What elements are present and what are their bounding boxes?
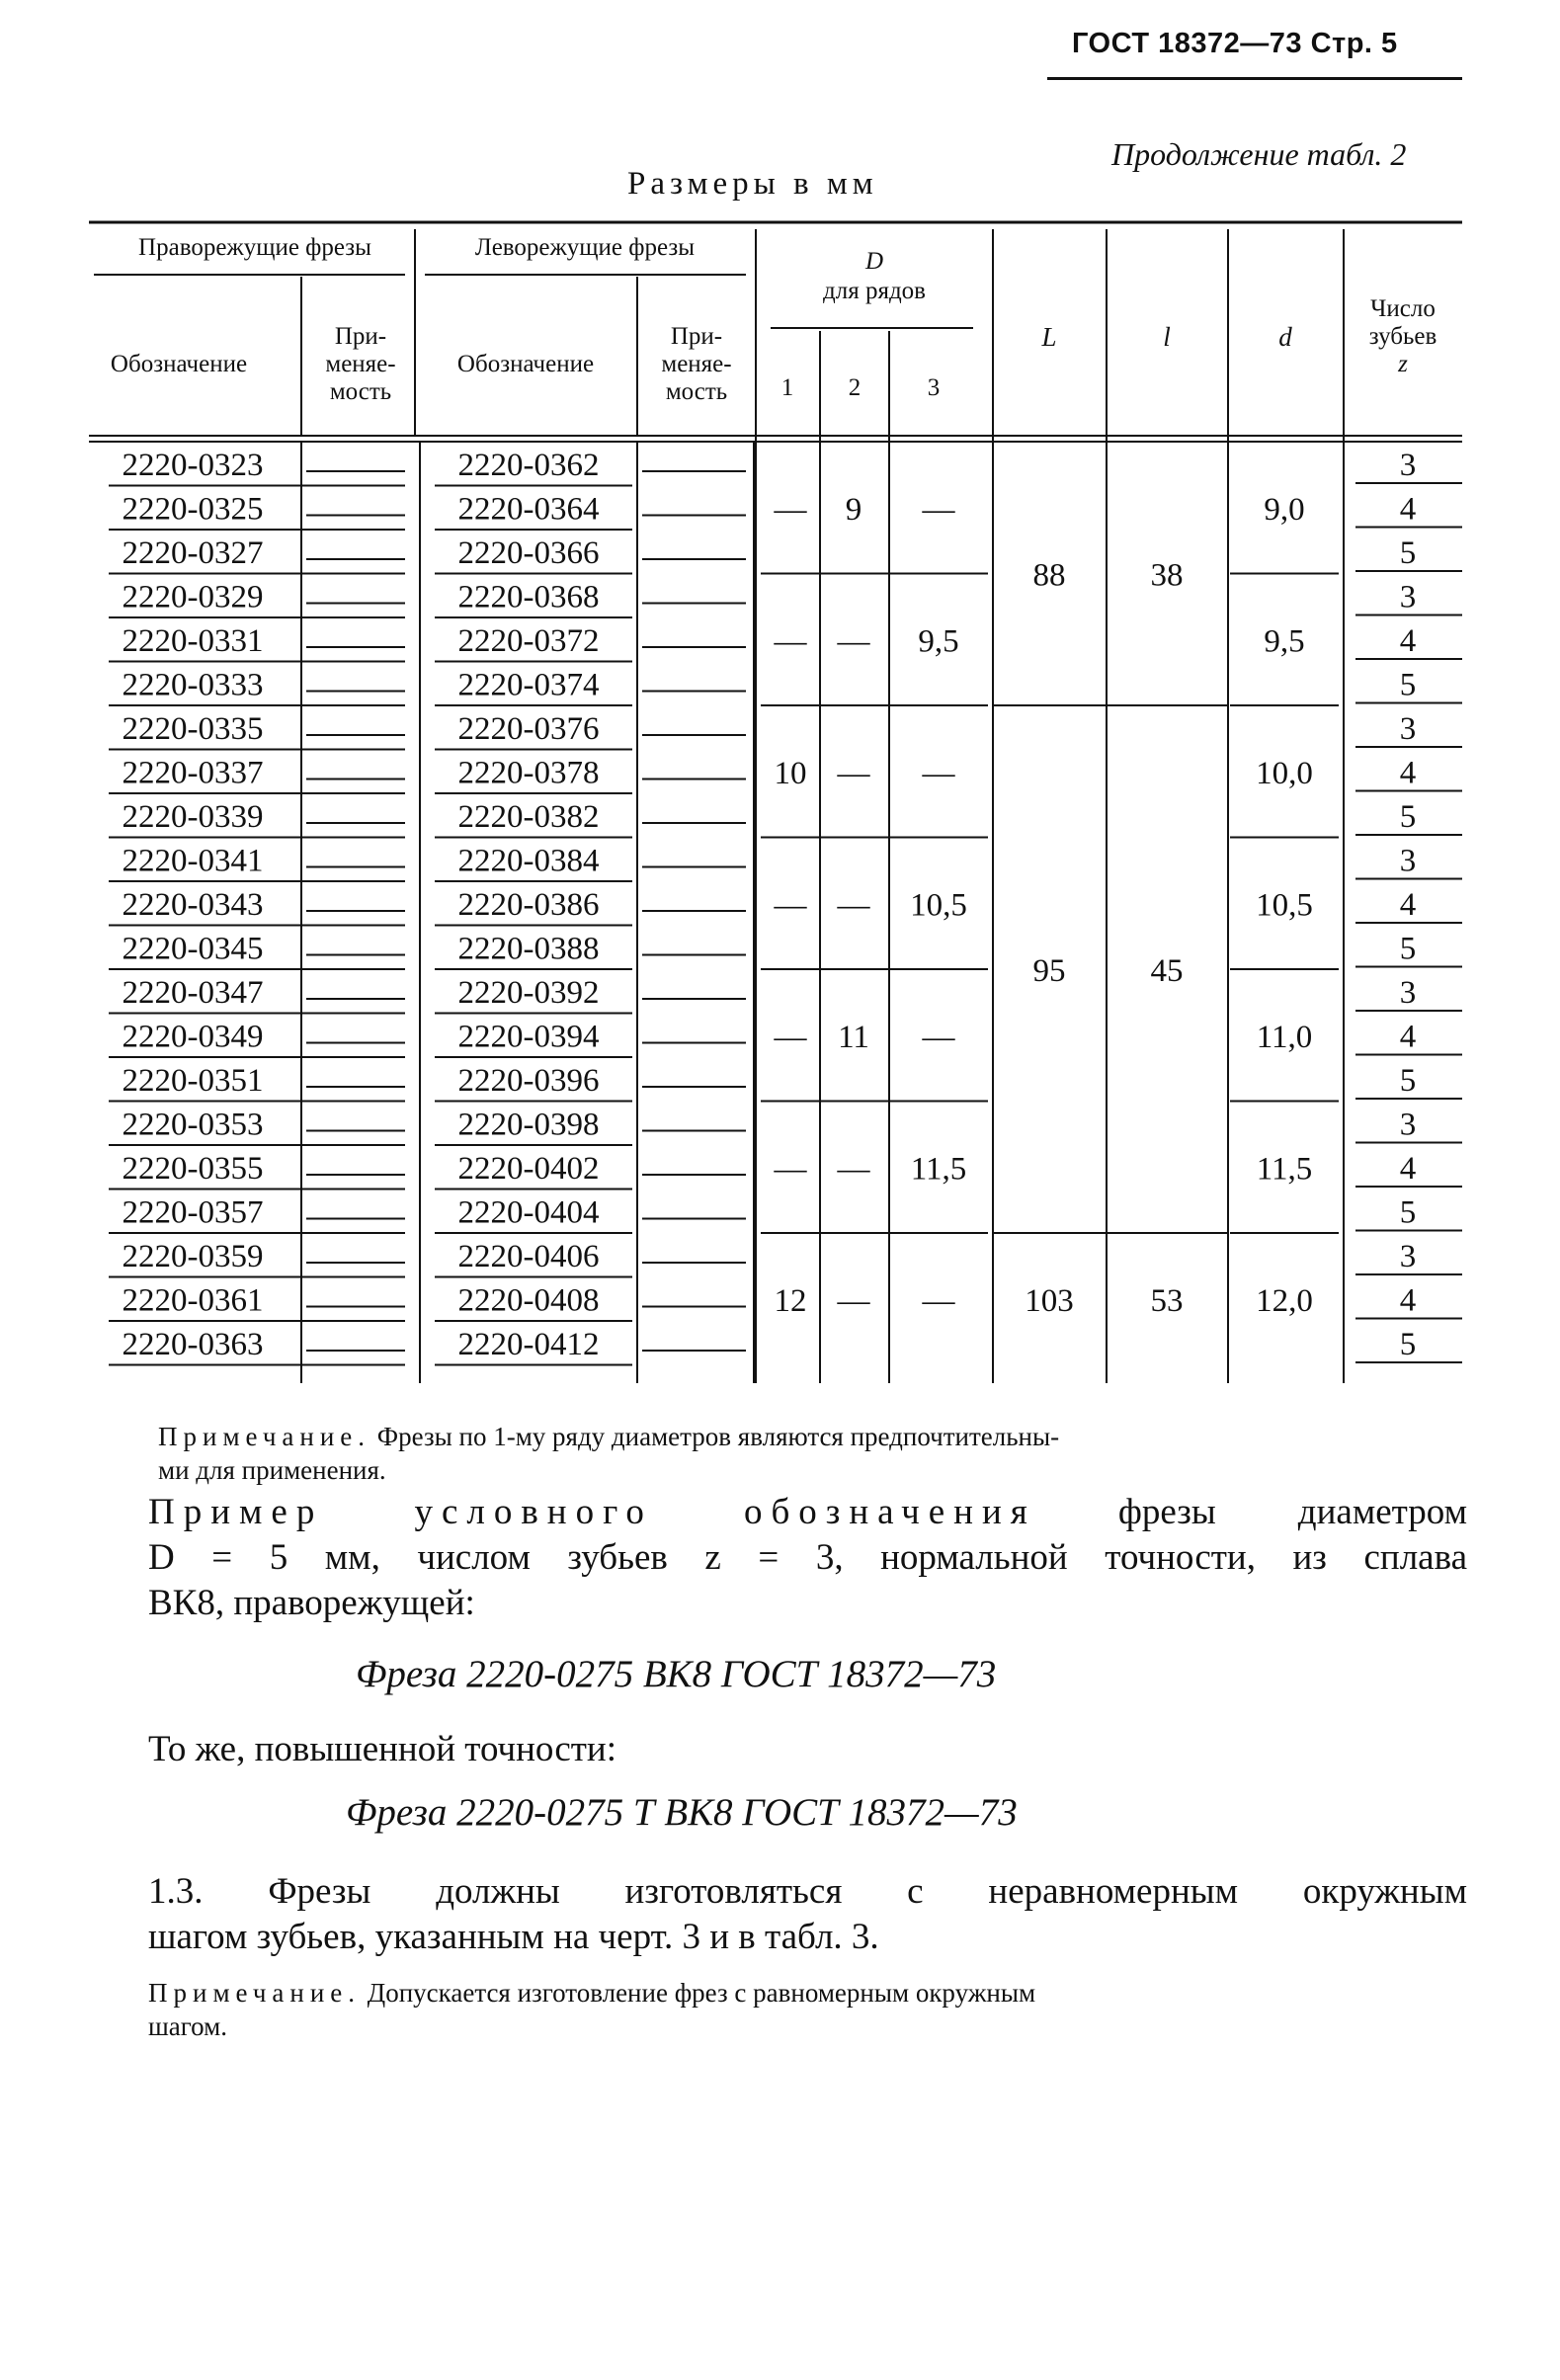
header-applicability-right: мость <box>329 378 392 405</box>
right-code: 2220-0351 <box>122 1063 264 1099</box>
d-row3-value: — <box>922 1282 955 1319</box>
teeth-count: 5 <box>1399 931 1417 967</box>
right-code: 2220-0343 <box>122 887 264 923</box>
left-code: 2220-0368 <box>457 579 600 616</box>
second-note <box>148 1976 1467 2043</box>
teeth-count: 3 <box>1399 975 1417 1011</box>
left-code: 2220-0388 <box>457 931 600 967</box>
left-code: 2220-0372 <box>457 623 600 659</box>
d-row2-value: — <box>837 623 870 660</box>
right-code: 2220-0333 <box>122 667 264 703</box>
teeth-count: 3 <box>1399 843 1417 879</box>
left-code: 2220-0412 <box>457 1327 600 1362</box>
d-row1-value: 10 <box>774 755 807 791</box>
table-continuation-label: Продолжение табл. 2 <box>1111 136 1407 172</box>
teeth-count: 5 <box>1399 1063 1417 1099</box>
header-teeth: z <box>1398 351 1408 377</box>
shank-d-value: 10,5 <box>1256 887 1313 924</box>
teeth-count: 4 <box>1399 1151 1417 1187</box>
shank-d-value: 11,0 <box>1256 1019 1313 1055</box>
note-label: Примечание. <box>158 1422 371 1451</box>
teeth-count: 5 <box>1399 667 1417 703</box>
designation-example-precision: Фреза 2220-0275 Т ВК8 ГОСТ 18372—73 <box>346 1791 1018 1834</box>
shank-d-value: 10,0 <box>1256 755 1313 791</box>
note-text-cont: ми для применения. <box>158 1455 386 1485</box>
length-l-value: 38 <box>1150 557 1184 594</box>
left-code: 2220-0384 <box>457 843 600 879</box>
header-d-row-2: 2 <box>848 374 862 401</box>
d-row3-value: — <box>922 1019 955 1055</box>
left-code: 2220-0404 <box>457 1194 600 1231</box>
teeth-count: 4 <box>1399 1019 1417 1055</box>
left-code: 2220-0386 <box>457 887 600 923</box>
left-code: 2220-0396 <box>457 1063 600 1099</box>
teeth-count: 5 <box>1399 799 1417 835</box>
right-code: 2220-0361 <box>122 1282 264 1319</box>
d-row2-value: 11 <box>838 1019 869 1055</box>
clause-1-3-line2: шагом зубьев, указанным на черт. 3 и в табл. 3. <box>148 1917 879 1957</box>
d-row1-value: — <box>774 491 807 528</box>
left-code: 2220-0394 <box>457 1019 600 1055</box>
shank-d-value: 9,0 <box>1264 491 1305 528</box>
teeth-count: 3 <box>1399 1107 1417 1143</box>
note-text: Фрезы по 1-му ряду диаметров являются предпочтительны- <box>370 1422 1060 1451</box>
page-header: ГОСТ 18372—73 Стр. 5 <box>1072 28 1398 59</box>
teeth-count: 5 <box>1399 535 1417 571</box>
teeth-count: 3 <box>1399 448 1417 483</box>
units-caption: Размеры в мм <box>627 166 878 202</box>
right-code: 2220-0339 <box>122 799 264 835</box>
left-code: 2220-0378 <box>457 755 600 791</box>
header-applicability-right: При- <box>334 323 387 350</box>
d-row2-value: 9 <box>845 491 862 528</box>
left-code: 2220-0392 <box>457 975 600 1011</box>
right-code: 2220-0323 <box>122 448 264 483</box>
shank-d-value: 12,0 <box>1256 1282 1313 1319</box>
teeth-count: 4 <box>1399 887 1417 923</box>
right-code: 2220-0345 <box>122 931 264 967</box>
left-code: 2220-0364 <box>457 491 600 528</box>
teeth-count: 5 <box>1399 1327 1417 1362</box>
header-teeth: зубьев <box>1368 323 1437 350</box>
d-row2-value: — <box>837 1282 870 1319</box>
right-code: 2220-0331 <box>122 623 264 659</box>
teeth-count: 4 <box>1399 623 1417 659</box>
header-L: L <box>1041 322 1057 352</box>
right-code: 2220-0335 <box>122 711 264 747</box>
d-row2-value: — <box>837 1151 870 1188</box>
header-applicability-left: мость <box>665 378 728 405</box>
d-row1-value: — <box>774 1019 807 1055</box>
right-code: 2220-0347 <box>122 975 264 1011</box>
right-code: 2220-0363 <box>122 1327 264 1362</box>
header-l: l <box>1163 322 1171 352</box>
clause-1-3 <box>148 1869 1467 1960</box>
d-row1-value: 12 <box>774 1282 807 1319</box>
left-code: 2220-0366 <box>457 535 600 571</box>
example-text-2: D = 5 мм, числом зубьев z = 3, нормальной точности, из сплава <box>148 1537 1467 1578</box>
header-applicability-left: меняе- <box>661 351 732 377</box>
length-l-value: 45 <box>1150 953 1184 989</box>
length-L-value: 88 <box>1032 557 1066 594</box>
left-code: 2220-0402 <box>457 1151 600 1187</box>
d-row3-value: — <box>922 491 955 528</box>
d-row3-value: 9,5 <box>918 623 959 660</box>
example-text-3: ВК8, праворежущей: <box>148 1583 475 1623</box>
teeth-count: 4 <box>1399 1282 1417 1319</box>
d-row1-value: — <box>774 887 807 924</box>
shank-d-value: 9,5 <box>1264 623 1305 660</box>
header-left-group: Леворежущие фрезы <box>474 234 696 261</box>
clause-1-3-line1: 1.3. Фрезы должны изготовляться с неравномерным окружным <box>148 1871 1467 1912</box>
example-paragraph <box>148 1490 1467 1626</box>
same-precision-label: То же, повышенной точности: <box>148 1729 616 1769</box>
teeth-count: 3 <box>1399 579 1417 616</box>
right-code: 2220-0337 <box>122 755 264 791</box>
note2-label: Примечание. <box>148 1978 362 2008</box>
left-code: 2220-0376 <box>457 711 600 747</box>
teeth-count: 3 <box>1399 1239 1417 1274</box>
designation-example: Фреза 2220-0275 ВК8 ГОСТ 18372—73 <box>356 1653 997 1695</box>
d-row2-value: — <box>837 887 870 924</box>
right-code: 2220-0349 <box>122 1019 264 1055</box>
header-d-title: D <box>864 248 884 275</box>
left-code: 2220-0374 <box>457 667 600 703</box>
header-applicability-right: меняе- <box>325 351 396 377</box>
right-code: 2220-0329 <box>122 579 264 616</box>
header-d-sub: для рядов <box>823 278 926 304</box>
d-row3-value: — <box>922 755 955 791</box>
left-code: 2220-0408 <box>457 1282 600 1319</box>
left-code: 2220-0398 <box>457 1107 600 1143</box>
right-code: 2220-0341 <box>122 843 264 879</box>
right-code: 2220-0327 <box>122 535 264 571</box>
left-code: 2220-0406 <box>457 1239 600 1274</box>
header-applicability-left: При- <box>670 323 723 350</box>
length-l-value: 53 <box>1150 1282 1184 1319</box>
example-text-1: фрезы диаметром <box>1035 1492 1467 1532</box>
length-L-value: 103 <box>1025 1282 1074 1319</box>
header-d-row-1: 1 <box>780 374 794 401</box>
note2-text: Допускается изготовление фрез с равномерным окружным <box>361 1978 1036 2008</box>
shank-d-value: 11,5 <box>1256 1151 1313 1188</box>
right-code: 2220-0355 <box>122 1151 264 1187</box>
right-code: 2220-0353 <box>122 1107 264 1143</box>
note2-text-cont: шагом. <box>148 2011 227 2041</box>
right-code: 2220-0325 <box>122 491 264 528</box>
left-code: 2220-0382 <box>457 799 600 835</box>
left-code: 2220-0362 <box>457 448 600 483</box>
d-row3-value: 10,5 <box>910 887 967 924</box>
teeth-count: 5 <box>1399 1194 1417 1231</box>
header-designation-right: Обозначение <box>110 351 248 377</box>
d-row2-value: — <box>837 755 870 791</box>
teeth-count: 4 <box>1399 491 1417 528</box>
length-L-value: 95 <box>1032 953 1066 989</box>
header-designation-left: Обозначение <box>456 351 595 377</box>
header-right-group: Праворежущие фрезы <box>138 234 371 261</box>
d-row3-value: 11,5 <box>910 1151 967 1188</box>
header-d-row-3: 3 <box>927 374 941 401</box>
table-note <box>158 1420 1462 1487</box>
header-teeth: Число <box>1370 295 1436 322</box>
d-row1-value: — <box>774 1151 807 1188</box>
example-lead: Пример условного обозначения <box>148 1492 1036 1532</box>
right-code: 2220-0357 <box>122 1194 264 1231</box>
right-code: 2220-0359 <box>122 1239 264 1274</box>
teeth-count: 4 <box>1399 755 1417 791</box>
teeth-count: 3 <box>1399 711 1417 747</box>
d-row1-value: — <box>774 623 807 660</box>
header-d: d <box>1278 322 1292 352</box>
